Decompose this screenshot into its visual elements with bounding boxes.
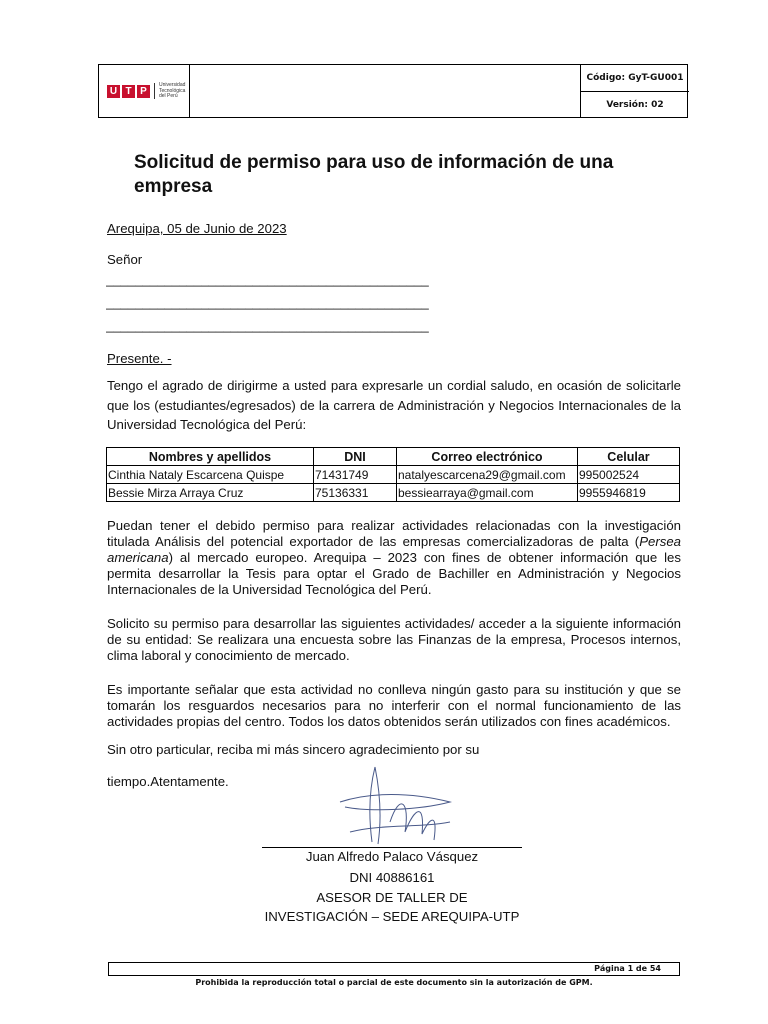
signer-name: Juan Alfredo Palaco Vásquez — [305, 849, 479, 864]
presente: Presente. - — [107, 351, 172, 366]
cell-phone: 995002524 — [578, 466, 680, 484]
signer-dni: DNI 40886161 — [349, 870, 435, 885]
utp-logo: U T P Universidad Tecnológica del Perú — [107, 83, 193, 100]
closing-line-2: tiempo.Atentamente. — [107, 774, 229, 789]
salutation: Señor — [107, 252, 143, 267]
document-version: Versión: 02 — [606, 100, 664, 110]
cell-email: natalyescarcena29@gmail.com — [397, 466, 578, 484]
document-code: Código: GyT-GU001 — [581, 65, 689, 92]
table-row — [107, 484, 680, 502]
signer-role-line-2: INVESTIGACIÓN – SEDE AREQUIPA-UTP — [264, 909, 520, 924]
date-line: Arequipa, 05 de Junio de 2023 — [107, 221, 287, 236]
students-table — [106, 447, 680, 502]
blank-line-3: ____________________________________________ — [106, 318, 429, 333]
signature-line — [262, 847, 522, 848]
cell-name: Bessie Mirza Arraya Cruz — [107, 484, 314, 502]
document-header — [98, 64, 688, 118]
cell-dni: 75136331 — [314, 484, 397, 502]
cell-phone: 9955946819 — [578, 484, 680, 502]
logo-cell — [99, 65, 190, 117]
cell-name: Cinthia Nataly Escarcena Quispe — [107, 466, 314, 484]
col-header-phone: Celular — [578, 448, 680, 466]
closing-line-1: Sin otro particular, reciba mi más sincero agradecimiento por su — [107, 742, 480, 757]
table-row — [107, 466, 680, 484]
col-header-name: Nombres y apellidos — [107, 448, 314, 466]
cell-email: bessiearraya@gmail.com — [397, 484, 578, 502]
intro-paragraph: Tengo el agrado de dirigirme a usted para expresarle un cordial saludo, en ocasión de solicitarle que los (estudiantes/egresados) de la carrera de Administración y Negocios Internacionales de la Universidad Tecnológica del Perú: — [107, 378, 681, 432]
logo-subtitle: Universidad Tecnológica del Perú — [159, 82, 186, 99]
blank-line-1: ____________________________________________ — [106, 272, 429, 287]
code-cell — [580, 65, 689, 117]
paragraph-no-cost: Es importante señalar que esta actividad no conlleva ningún gasto para su institución y que se tomarán los resguardos necesarios para no interferir con el normal funcionamiento de las actividades propias del centro. Todos los datos obtenidos serán utilizados con fines académicos. — [107, 682, 681, 729]
footer-note: Prohibida la reproducción total o parcial de este documento sin la autorización de GPM. — [195, 978, 593, 987]
page-title: Solicitud de permiso para uso de información de una empresa — [134, 152, 614, 197]
signature-image — [330, 762, 460, 850]
paragraph-research: Puedan tener el debido permiso para realizar actividades relacionadas con la investigación titulada Análisis del potencial exportador de las empresas comercializadoras de palta (Persea americana) al mercado europeo. Arequipa – 2023 con fines de obtener información que les permita desarrollar la Tesis para optar el Grado de Bachiller en Administración y Negocios Internacionales de la Universidad Tecnológica del Perú. — [107, 518, 681, 597]
signer-role-line-1: ASESOR DE TALLER DE — [316, 890, 468, 905]
paragraph-activities: Solicito su permiso para desarrollar las siguientes actividades/ acceder a la siguiente información de su entidad: Se realizara una encuesta sobre las Finanzas de la empresa, Procesos internos, clima laboral y conocimiento de mercado. — [107, 616, 681, 663]
col-header-email: Correo electrónico — [397, 448, 578, 466]
blank-line-2: ____________________________________________ — [106, 295, 429, 310]
table-header-row — [107, 448, 680, 466]
col-header-dni: DNI — [314, 448, 397, 466]
page-number: Página 1 de 54 — [108, 962, 680, 976]
cell-dni: 71431749 — [314, 466, 397, 484]
